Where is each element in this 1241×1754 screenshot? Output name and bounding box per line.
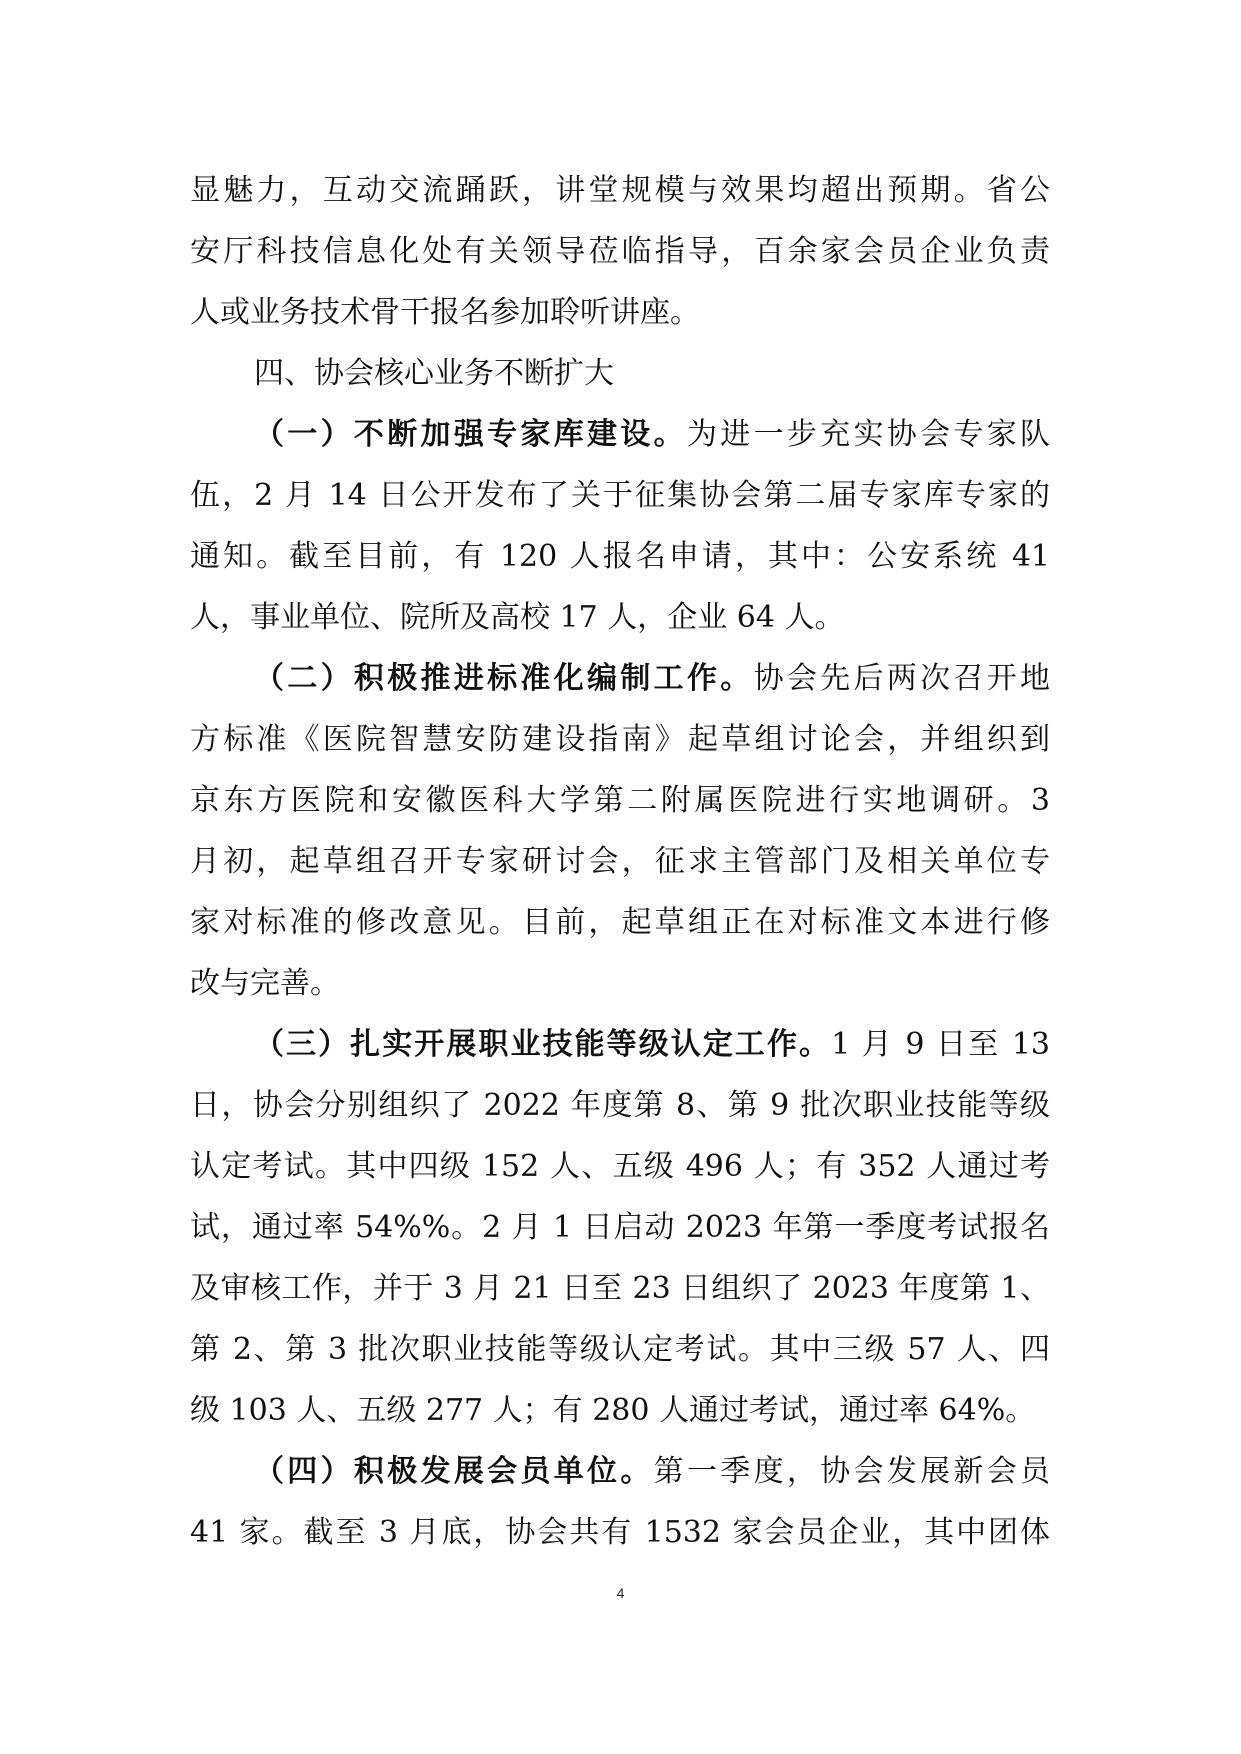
line-text: 为进一步充实协会专家队 (686, 417, 1051, 452)
body-text-line (190, 465, 1050, 526)
line-text: 方标准《医院智慧安防建设指南》起草组讨论会，并组织到 (190, 722, 1050, 757)
line-text: 41 家。截至 3 月底，协会共有 1532 家会员企业，其中团体 (190, 1515, 1050, 1550)
line-text: 通知。截至目前，有 120 人报名申请，其中：公安系统 41 (190, 539, 1050, 574)
body-text-line (190, 770, 1050, 831)
line-text: 改与完善。 (190, 966, 340, 1001)
subsection-title: （一）不断加强专家库建设。 (254, 417, 687, 452)
body-text-line (190, 1136, 1050, 1197)
section-heading-text: 四、协会核心业务不断扩大 (254, 356, 614, 391)
line-text: 显魅力，互动交流踊跃，讲堂规模与效果均超出预期。省公 (190, 173, 1050, 208)
line-text: 1 月 9 日至 13 (831, 1027, 1051, 1062)
body-text-line (190, 1197, 1050, 1258)
body-text-line (190, 953, 1050, 1014)
line-text: 试，通过率 54%%。2 月 1 日启动 2023 年第一季度考试报名 (190, 1210, 1050, 1245)
line-text: 第一季度，协会发展新会员 (653, 1454, 1051, 1489)
line-text: 及审核工作，并于 3 月 21 日至 23 日组织了 2023 年度第 1、 (190, 1271, 1050, 1306)
body-text-line (190, 526, 1050, 587)
body-text-line (190, 1258, 1050, 1319)
body-text-line (190, 221, 1050, 282)
line-text: 认定考试。其中四级 152 人、五级 496 人；有 352 人通过考 (190, 1149, 1050, 1184)
body-text-line (190, 1319, 1050, 1380)
body-text-line (190, 709, 1050, 770)
page-number: 4 (616, 1585, 625, 1601)
document-page (190, 160, 1050, 1563)
body-text-line (190, 1075, 1050, 1136)
body-text-line (190, 892, 1050, 953)
line-text: 协会先后两次召开地 (753, 661, 1051, 696)
subsection-first-line (190, 1014, 1050, 1075)
subsection-first-line (190, 648, 1050, 709)
subsection-title: （四）积极发展会员单位。 (254, 1454, 654, 1489)
line-text: 京东方医院和安徽医科大学第二附属医院进行实地调研。3 (190, 783, 1050, 818)
subsection-first-line (190, 404, 1050, 465)
body-text-line (190, 587, 1050, 648)
body-text-line (190, 282, 1050, 343)
line-text: 安厅科技信息化处有关领导莅临指导，百余家会员企业负责 (190, 234, 1050, 269)
line-text: 月初，起草组召开专家研讨会，征求主管部门及相关单位专 (190, 844, 1050, 879)
line-text: 人，事业单位、院所及高校 17 人，企业 64 人。 (190, 600, 845, 635)
line-text: 人或业务技术骨干报名参加聆听讲座。 (190, 295, 700, 330)
body-text-line (190, 1502, 1050, 1563)
line-text: 日，协会分别组织了 2022 年度第 8、第 9 批次职业技能等级 (190, 1088, 1050, 1123)
subsection-title: （三）扎实开展职业技能等级认定工作。 (254, 1027, 832, 1062)
body-text-line (190, 160, 1050, 221)
body-text-line (190, 1380, 1050, 1441)
subsection-title: （二）积极推进标准化编制工作。 (254, 661, 754, 696)
section-heading (190, 343, 1050, 404)
line-text: 第 2、第 3 批次职业技能等级认定考试。其中三级 57 人、四 (190, 1332, 1050, 1367)
line-text: 伍，2 月 14 日公开发布了关于征集协会第二届专家库专家的 (190, 478, 1050, 513)
body-text-line (190, 831, 1050, 892)
subsection-first-line (190, 1441, 1050, 1502)
line-text: 家对标准的修改意见。目前，起草组正在对标准文本进行修 (190, 905, 1050, 940)
line-text: 级 103 人、五级 277 人；有 280 人通过考试，通过率 64%。 (190, 1393, 1036, 1428)
